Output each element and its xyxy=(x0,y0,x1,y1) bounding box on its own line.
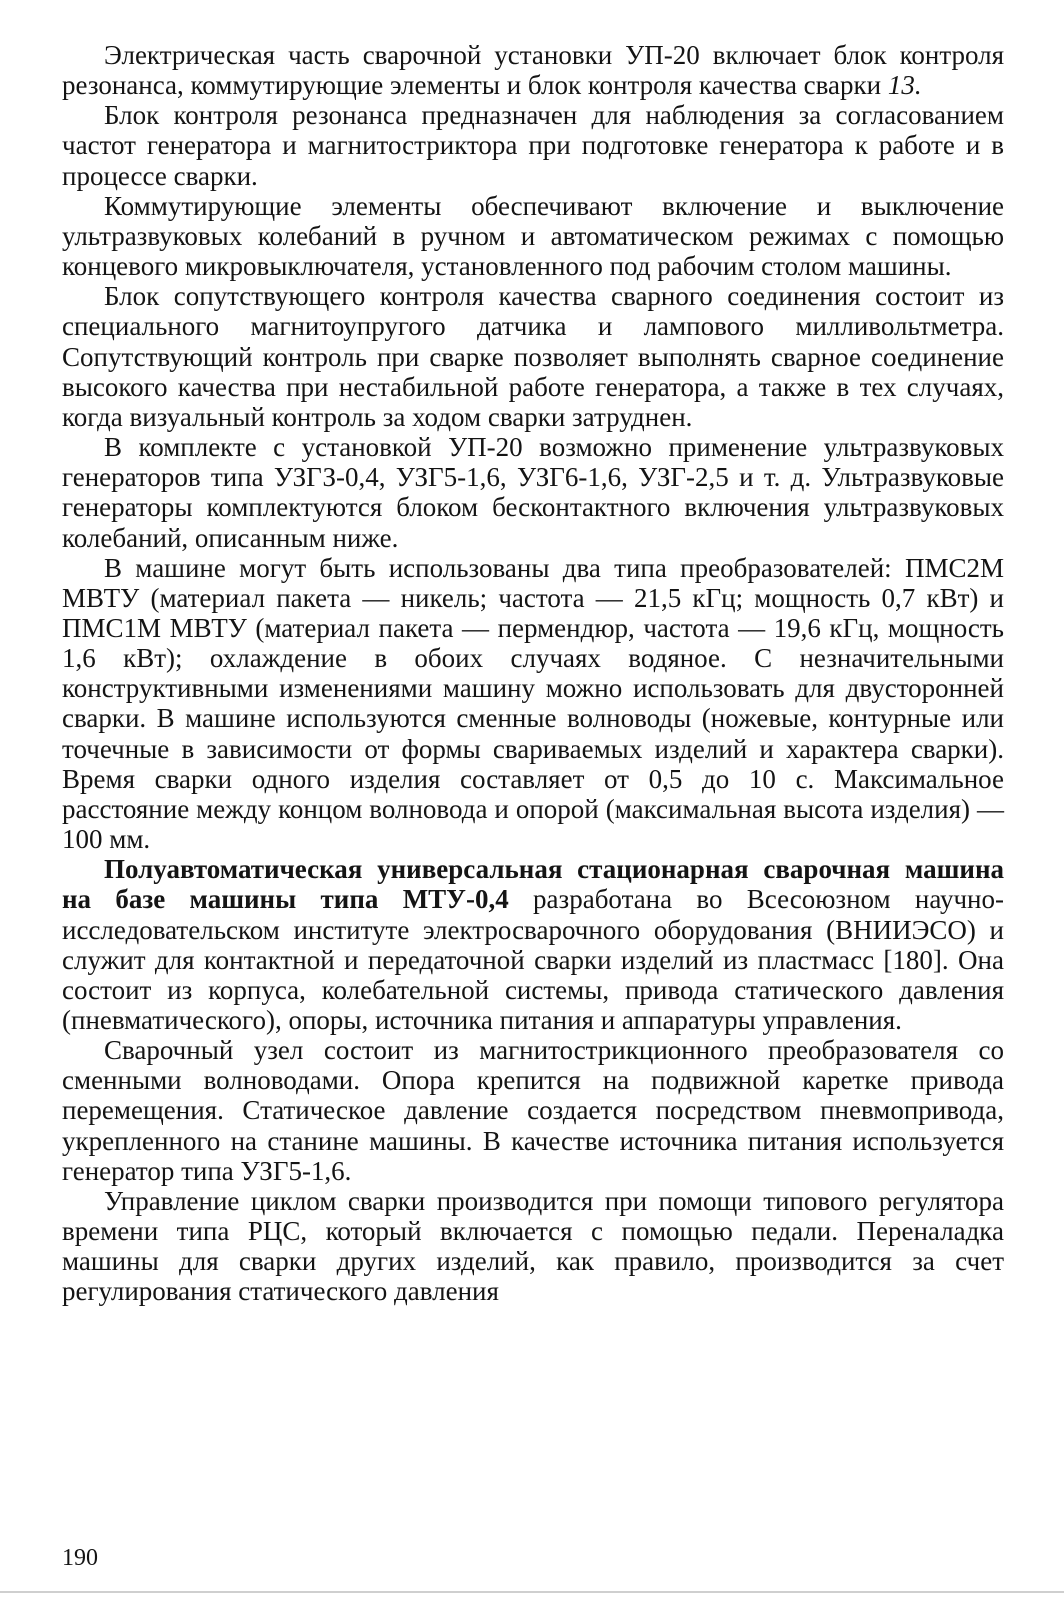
paragraph-7-text: разработана во Всесоюзном научно-исследовательском институте электросварочного оборудования (ВНИИЭСО) и служит для контактной и передаточной сварки изделий из пластмасс [180]. Она состоит из корпуса, колебательной системы, привода статического давления (пневматического), опоры, источника питания и аппаратуры управления. xyxy=(62,884,1005,1035)
paragraph-1 xyxy=(62,40,1004,100)
paragraph-8: Сварочный узел состоит из магнитострикционного преобразователя со сменными волноводами. Опора крепится на подвижной каретке привода перемещения. Статическое давление создается посредством пневмопривода, укрепленного на станине машины. В качестве источника питания используется генератор типа УЗГ5-1,6. xyxy=(62,1035,1004,1186)
figure-reference: 13. xyxy=(887,70,922,101)
machine-name-heading: Полуавтоматическая универсальная стационарная сварочная машина на базе машины типа МТУ-0,4 xyxy=(62,854,1004,915)
paragraph-4: Блок сопутствующего контроля качества сварного соединения состоит из специального магнитоупругого датчика и лампового милливольтметра. Сопутствующий контроль при сварке позволяет выполнять сварное соединение высокого качества при нестабильной работе генератора, а также в тех случаях, когда визуальный контроль за ходом сварки затруднен. xyxy=(62,281,1004,432)
bottom-border xyxy=(0,1591,1064,1593)
page-body xyxy=(62,40,1004,1307)
paragraph-3: Коммутирующие элементы обеспечивают включение и выключение ультразвуковых колебаний в ручном и автоматическом режимах с помощью концевого микровыключателя, установленного под рабочим столом машины. xyxy=(62,190,1004,282)
paragraph-7 xyxy=(62,854,1004,1035)
paragraph-9: Управление циклом сварки производится при помощи типового регулятора времени типа РЦС, который включается с помощью педали. Переналадка машины для сварки других изделий, как правило, производится за счет регулирования статического давления xyxy=(62,1185,1004,1307)
paragraph-6: В машине могут быть использованы два типа преобразователей: ПМС2М МВТУ (материал пакета — никель; частота — 21,5 кГц; мощность 0,7 кВт) и ПМС1М МВТУ (материал пакета — пермендюр, частота — 19,6 кГц, мощность 1,6 кВт); охлаждение в обоих случаях водяное. С незначительными конструктивными изменениями машину можно использовать для двусторонней сварки. В машине используются сменные волноводы (ножевые, контурные или точечные в зависимости от формы свариваемых изделий и характера сварки). Время сварки одного изделия составляет от 0,5 до 10 с. Максимальное расстояние между концом волновода и опорой (максимальная высота изделия) — 100 мм. xyxy=(62,552,1004,855)
paragraph-2: Блок контроля резонанса предназначен для наблюдения за согласованием частот генератора и магнитостриктора при подготовке генератора к работе и в процессе сварки. xyxy=(62,100,1004,191)
page-number: 190 xyxy=(62,1545,98,1571)
paragraph-5: В комплекте с установкой УП-20 возможно применение ультразвуковых генераторов типа УЗГЗ-0,4, УЗГ5-1,6, УЗГ6-1,6, УЗГ-2,5 и т. д. Ультразвуковые генераторы комплектуются блоком бесконтактного включения ультразвуковых колебаний, описанным ниже. xyxy=(62,432,1004,553)
paragraph-1-text: Электрическая часть сварочной установки УП-20 включает блок контроля резонанса, коммутирующие элементы и блок контроля качества сварки xyxy=(62,40,1004,101)
